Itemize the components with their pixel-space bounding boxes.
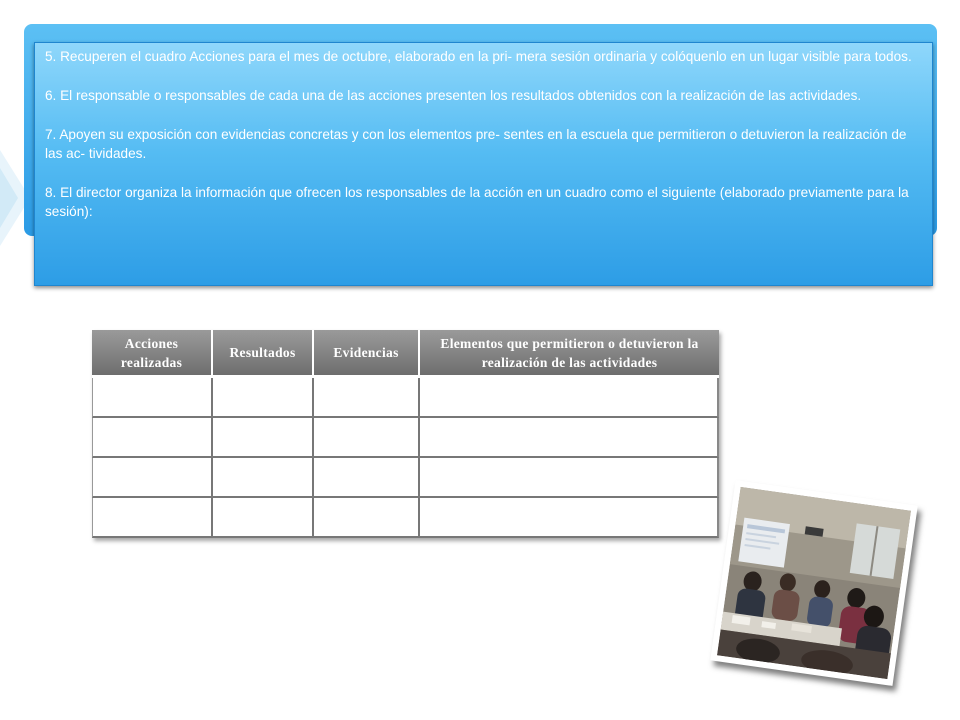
instruction-item-7: 7. Apoyen su exposición con evidencias concretas y con los elementos pre- sentes en la escuela que permitieron o detuvieron la realización de las ac- tividades. [45, 126, 907, 161]
instruction-item-6: 6. El responsable o responsables de cada una de las acciones presenten los resultados obtenidos con la realización de las actividades. [45, 87, 862, 103]
header-evidencias [314, 330, 420, 378]
decorative-chevron-inner [0, 168, 18, 228]
table-row [92, 498, 719, 538]
table-row [92, 458, 719, 498]
table-cell [314, 378, 420, 418]
table-cell [92, 418, 213, 458]
header-acciones-label: Acciones realizadas [120, 335, 183, 370]
table-cell [213, 418, 314, 458]
header-resultados [213, 330, 314, 378]
table-cell [92, 458, 213, 498]
table-cell [213, 498, 314, 538]
table-row [92, 418, 719, 458]
table-cell [213, 378, 314, 418]
meeting-photo [710, 480, 918, 686]
table-cell [420, 498, 719, 538]
header-elementos-label: Elementos que permitieron o detuvieron la realización de las actividades [440, 335, 699, 370]
photo-frame [710, 480, 918, 686]
table-cell [92, 378, 213, 418]
table-row [92, 378, 719, 418]
table-cell [314, 498, 420, 538]
classroom-photo-image [717, 487, 911, 679]
instruction-item-5: 5. Recuperen el cuadro Acciones para el mes de octubre, elaborado en la pri- mera sesión ordinaria y colóquenlo en un lugar visible para todos. [45, 49, 912, 64]
instructions-box [34, 42, 933, 286]
table-cell [420, 378, 719, 418]
header-evidencias-label: Evidencias [333, 345, 399, 360]
table-cell [420, 418, 719, 458]
header-acciones [92, 330, 213, 378]
table-cell [420, 458, 719, 498]
header-elementos [420, 330, 719, 378]
instruction-item-8: 8. El director organiza la información que ofrecen los responsables de la acción en un cuadro como el siguiente (elaborado previamente para la sesión): [45, 184, 909, 220]
table-cell [314, 458, 420, 498]
actions-table [92, 330, 719, 538]
table-header-row [92, 330, 719, 378]
table-cell [314, 418, 420, 458]
table-cell [213, 458, 314, 498]
header-resultados-label: Resultados [229, 345, 296, 360]
table-cell [92, 498, 213, 538]
